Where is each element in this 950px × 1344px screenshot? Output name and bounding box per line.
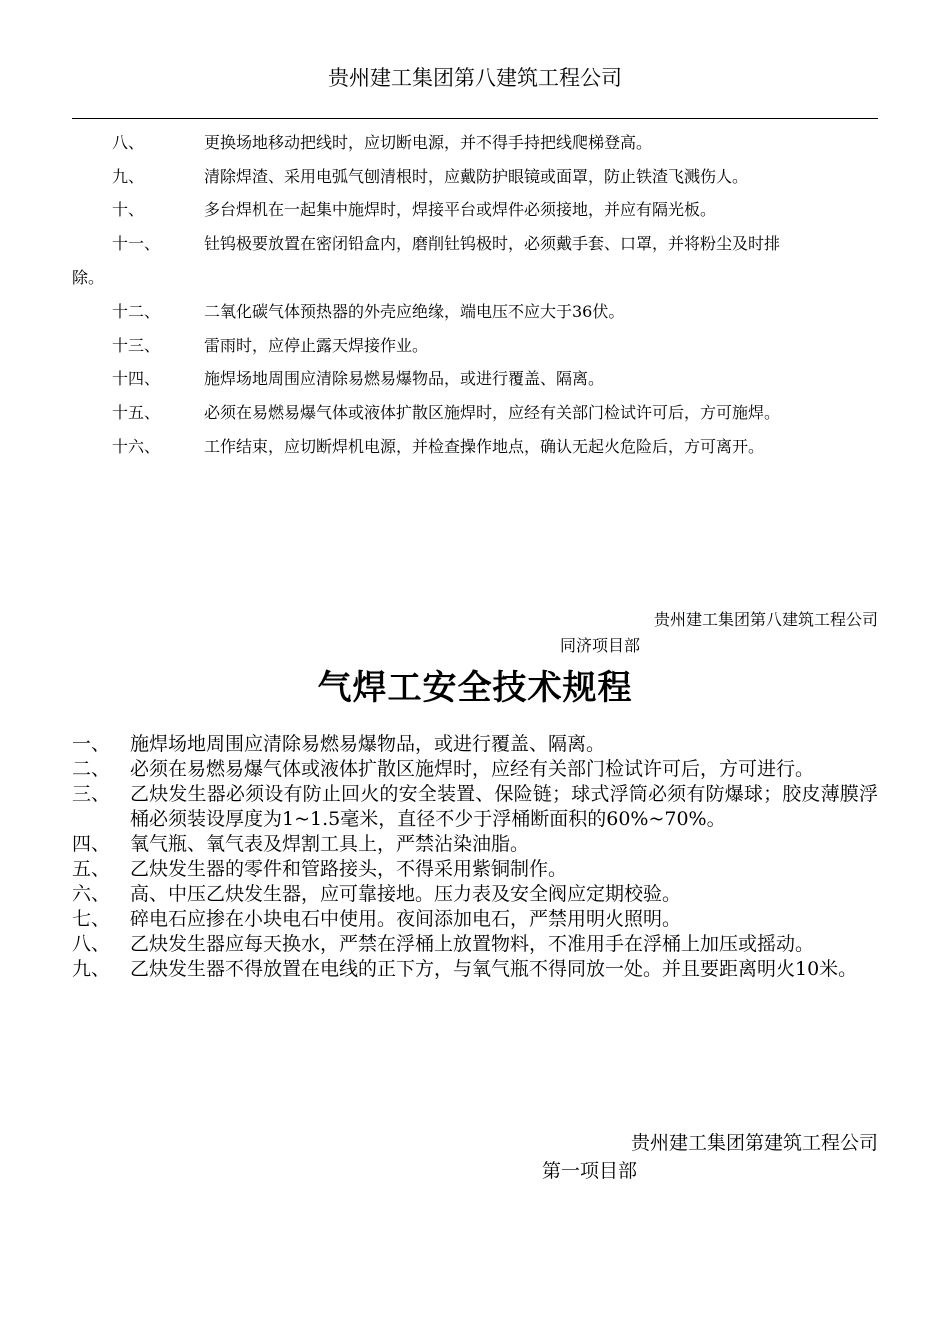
item-text: 工作结束，应切断焊机电源，并检查操作地点，确认无起火危险后，方可离开。 xyxy=(204,436,765,456)
item-text: 乙炔发生器不得放置在电线的正下方，与氧气瓶不得同放一处。并且要距离明火10米。 xyxy=(130,958,858,980)
item-text: 必须在易燃易爆气体或液体扩散区施焊时，应经有关部门检试许可后，方可施焊。 xyxy=(204,403,781,423)
signature-company-1: 贵州建工集团第八建筑工程公司 xyxy=(653,610,878,629)
item-number: 八、 xyxy=(72,933,111,955)
item-number: 九、 xyxy=(72,958,111,980)
signature-dept-2: 第一项目部 xyxy=(542,1160,638,1182)
welding-rules-continued xyxy=(72,126,878,464)
list-item xyxy=(72,227,878,295)
item-number: 八、 xyxy=(112,133,145,152)
item-text: 雷雨时，应停止露天焊接作业。 xyxy=(204,335,429,355)
page-header: 贵州建工集团第八建筑工程公司 xyxy=(328,66,622,90)
item-text: 多台焊机在一起集中施焊时，焊接平台或焊件必须接地，并应有隔光板。 xyxy=(204,200,717,220)
item-number: 二、 xyxy=(72,758,111,780)
signature-company-2: 贵州建工集团第建筑工程公司 xyxy=(630,1132,878,1154)
item-text: 碎电石应掺在小块电石中使用。夜间添加电石，严禁用明火照明。 xyxy=(130,908,682,930)
item-text: 施焊场地周围应清除易燃易爆物品，或进行覆盖、隔离。 xyxy=(130,733,606,755)
list-item xyxy=(72,430,878,464)
item-text: 清除焊渣、采用电弧气刨清根时，应戴防护眼镜或面罩，防止铁渣飞溅伤人。 xyxy=(204,166,749,186)
item-text: 施焊场地周围应清除易燃易爆物品，或进行覆盖、隔离。 xyxy=(204,369,605,389)
item-text: 钍钨极要放置在密闭铅盒内，磨削钍钨极时，必须戴手套、口罩，并将粉尘及时排 xyxy=(204,234,781,254)
item-number: 十五、 xyxy=(112,403,161,423)
item-number: 十三、 xyxy=(112,335,161,355)
item-number: 十四、 xyxy=(112,369,161,389)
document-title: 气焊工安全技术规程 xyxy=(317,668,633,708)
list-item xyxy=(72,160,878,194)
item-text: 二氧化碳气体预热器的外壳应绝缘，端电压不应大于36伏。 xyxy=(204,302,625,322)
item-text: 高、中压乙炔发生器，应可靠接地。压力表及安全阀应定期校验。 xyxy=(130,883,682,905)
list-item xyxy=(72,193,878,227)
list-item xyxy=(72,857,878,882)
item-number: 十一、 xyxy=(112,234,161,254)
list-item xyxy=(72,907,878,932)
signature-dept-1: 同济项目部 xyxy=(560,636,641,655)
list-item xyxy=(72,782,878,832)
item-number: 六、 xyxy=(72,883,111,905)
list-item xyxy=(72,329,878,363)
list-item xyxy=(72,932,878,957)
item-number: 十、 xyxy=(112,200,145,220)
item-number: 七、 xyxy=(72,908,111,930)
list-item xyxy=(72,362,878,396)
item-text: 乙炔发生器必须设有防止回火的安全装置、保险链；球式浮筒必须有防爆球；胶皮薄膜浮桶必须装设厚度为1~1.5毫米，直径不少于浮桶断面积的60%~70%。 xyxy=(130,783,878,830)
list-item xyxy=(72,757,878,782)
item-number: 十六、 xyxy=(112,436,161,456)
list-item xyxy=(72,732,878,757)
list-item xyxy=(72,882,878,907)
list-item xyxy=(72,832,878,857)
header-divider xyxy=(72,118,878,119)
item-text: 更换场地移动把线时，应切断电源，并不得手持把线爬梯登高。 xyxy=(204,133,653,152)
item-number: 五、 xyxy=(72,858,111,880)
item-text-continuation: 除。 xyxy=(72,268,105,288)
item-text: 氧气瓶、氧气表及焊割工具上，严禁沾染油脂。 xyxy=(130,833,530,855)
list-item xyxy=(72,396,878,430)
item-number: 一、 xyxy=(72,733,111,755)
item-text: 必须在易燃易爆气体或液体扩散区施焊时，应经有关部门检试许可后，方可进行。 xyxy=(130,758,815,780)
item-number: 四、 xyxy=(72,833,111,855)
item-number: 三、 xyxy=(72,783,111,805)
item-number: 十二、 xyxy=(112,302,161,322)
list-item xyxy=(72,126,878,160)
list-item xyxy=(72,295,878,329)
item-text: 乙炔发生器的零件和管路接头，不得采用紫铜制作。 xyxy=(130,858,568,880)
list-item xyxy=(72,957,878,982)
gas-welding-rules xyxy=(72,732,878,982)
item-text: 乙炔发生器应每天换水，严禁在浮桶上放置物料，不准用手在浮桶上加压或摇动。 xyxy=(130,933,815,955)
item-number: 九、 xyxy=(112,166,145,186)
